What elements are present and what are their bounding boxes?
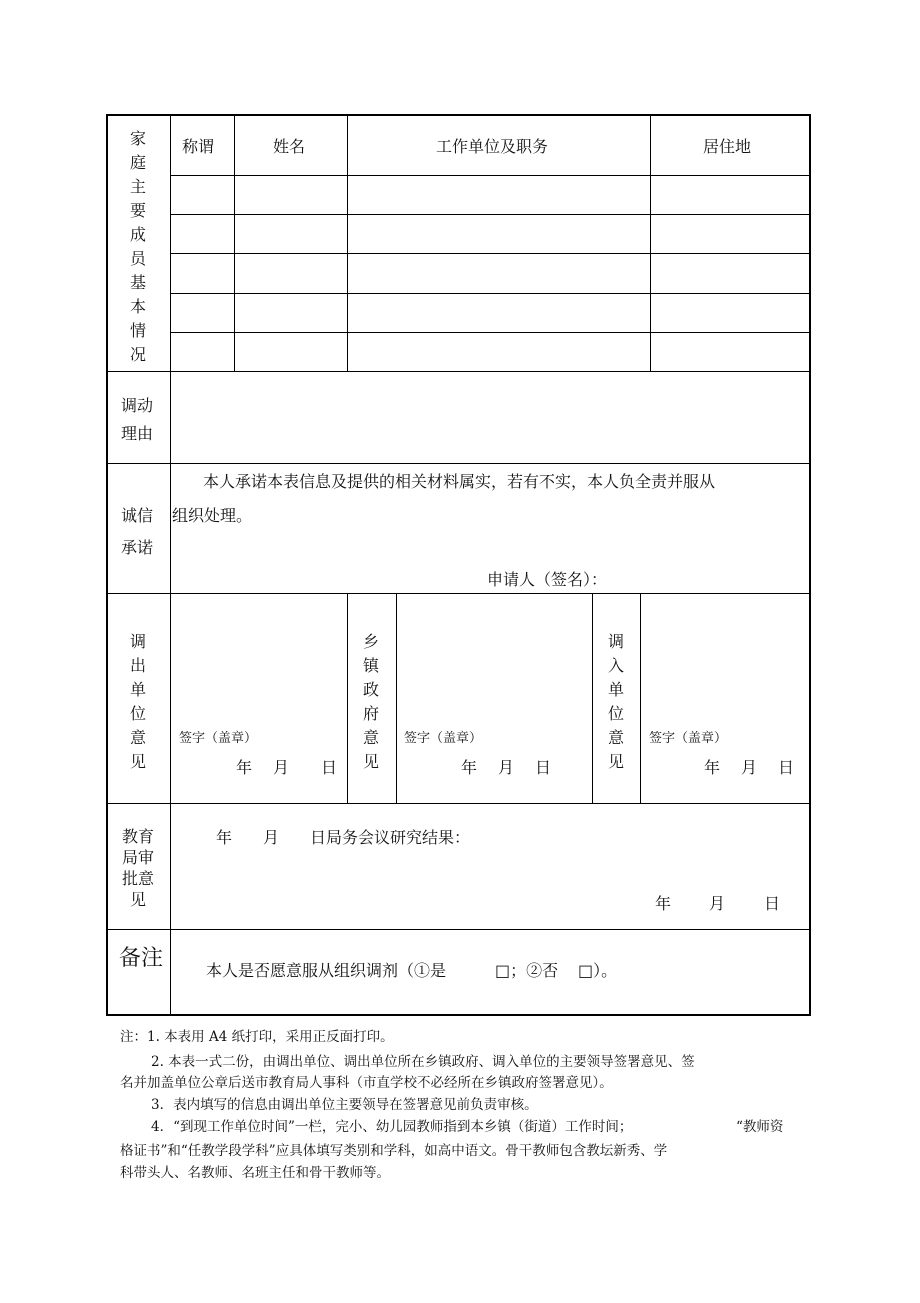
header-title: 称谓 xyxy=(182,137,215,156)
in-unit-month: 月 xyxy=(741,758,758,777)
opinion-col-divider xyxy=(396,594,397,803)
note-2-cont: 名并加盖单位公章后送市教育局人事科（市直学校不必经所在乡镇政府签署意见）。 xyxy=(120,1075,613,1091)
opinion-col-divider xyxy=(347,594,348,803)
out-unit-year: 年 xyxy=(236,758,253,777)
out-unit-sign-label[interactable]: 签字（盖章） xyxy=(179,731,258,746)
bureau-label-line3: 批意 xyxy=(122,869,155,888)
family-col-divider xyxy=(347,115,348,371)
remarks-yes-checkbox[interactable]: □；②否 xyxy=(495,961,559,980)
family-header-divider xyxy=(171,175,809,176)
in-unit-year: 年 xyxy=(704,758,721,777)
remarks-question: 本人是否愿意服从组织调剂（①是 xyxy=(206,961,447,980)
note-4-tail: “教师资 xyxy=(736,1119,784,1135)
applicant-signature-label[interactable]: 申请人（签名）： xyxy=(487,570,608,589)
township-year: 年 xyxy=(461,758,478,777)
reason-label-line1: 调动 xyxy=(121,396,154,415)
bureau-meeting-month: 月 xyxy=(263,828,280,847)
opinion-col-divider xyxy=(592,594,593,803)
remarks-no-checkbox[interactable]: □）。 xyxy=(578,961,618,980)
note-3: 3．表内填写的信息由调出单位主要领导在签署意见前负责审核。 xyxy=(151,1097,538,1113)
township-sign-label[interactable]: 签字（盖章） xyxy=(404,731,483,746)
bureau-month: 月 xyxy=(709,894,726,913)
integrity-text-line1: 本人承诺本表信息及提供的相关材料属实，若有不实，本人负全责并服从 xyxy=(203,472,716,491)
section-divider xyxy=(107,593,810,594)
township-day: 日 xyxy=(535,758,552,777)
family-row-divider xyxy=(171,332,809,333)
section-divider xyxy=(107,463,810,464)
out-unit-day: 日 xyxy=(321,758,338,777)
in-unit-sign-label[interactable]: 签字（盖章） xyxy=(649,731,728,746)
family-col-divider xyxy=(650,115,651,371)
section-divider xyxy=(107,929,810,930)
header-residence: 居住地 xyxy=(703,137,752,156)
reason-label-line2: 理由 xyxy=(121,424,154,443)
header-name: 姓名 xyxy=(273,137,306,156)
integrity-text-line2: 组织处理。 xyxy=(172,506,253,525)
in-unit-day: 日 xyxy=(778,758,795,777)
township-opinion-label: 乡 镇 政 府 意 见 xyxy=(362,632,379,771)
bureau-label-line4: 见 xyxy=(130,890,147,909)
opinion-col-divider xyxy=(640,594,641,803)
note-2: 2. 本表一式二份，由调出单位、调出单位所在乡镇政府、调入单位的主要领导签署意见、签 xyxy=(151,1054,695,1070)
out-unit-month: 月 xyxy=(273,758,290,777)
bureau-day: 日 xyxy=(764,894,781,913)
family-row-divider xyxy=(171,253,809,254)
bureau-label-line2: 局审 xyxy=(122,848,155,867)
section-divider xyxy=(107,803,810,804)
application-form-table xyxy=(106,114,811,1016)
family-row-divider xyxy=(171,214,809,215)
family-section-label: 家 庭 主 要 成 员 基 本 情 况 xyxy=(129,129,146,364)
bureau-meeting-year: 年 xyxy=(216,828,233,847)
label-column-divider xyxy=(170,115,171,1015)
family-row-divider xyxy=(171,293,809,294)
section-divider xyxy=(107,371,810,372)
bureau-result-text: 日局务会议研究结果： xyxy=(310,828,471,847)
integrity-label-line1: 诚信 xyxy=(121,506,154,525)
family-col-divider xyxy=(234,115,235,371)
township-month: 月 xyxy=(498,758,515,777)
remarks-label: 备注 xyxy=(119,946,164,971)
in-unit-opinion-label: 调 入 单 位 意 见 xyxy=(607,632,624,771)
note-4-cont: 格证书”和“任教学段学科”应具体填写类别和学科，如高中语文。骨干教师包含教坛新秀、学 xyxy=(120,1143,668,1159)
out-unit-opinion-label: 调 出 单 位 意 见 xyxy=(129,632,146,771)
note-4-cont2: 科带头人、名教师、名班主任和骨干教师等。 xyxy=(120,1165,390,1181)
bureau-label-line1: 教育 xyxy=(122,827,155,846)
bureau-year: 年 xyxy=(655,894,672,913)
integrity-label-line2: 承诺 xyxy=(121,538,154,557)
header-work-unit: 工作单位及职务 xyxy=(436,137,549,156)
note-1: 注：1. 本表用 A4 纸打印，采用正反面打印。 xyxy=(120,1029,394,1045)
note-4: 4．“到现工作单位时间”一栏，完小、幼儿园教师指到本乡镇（街道）工作时间； xyxy=(151,1119,633,1135)
